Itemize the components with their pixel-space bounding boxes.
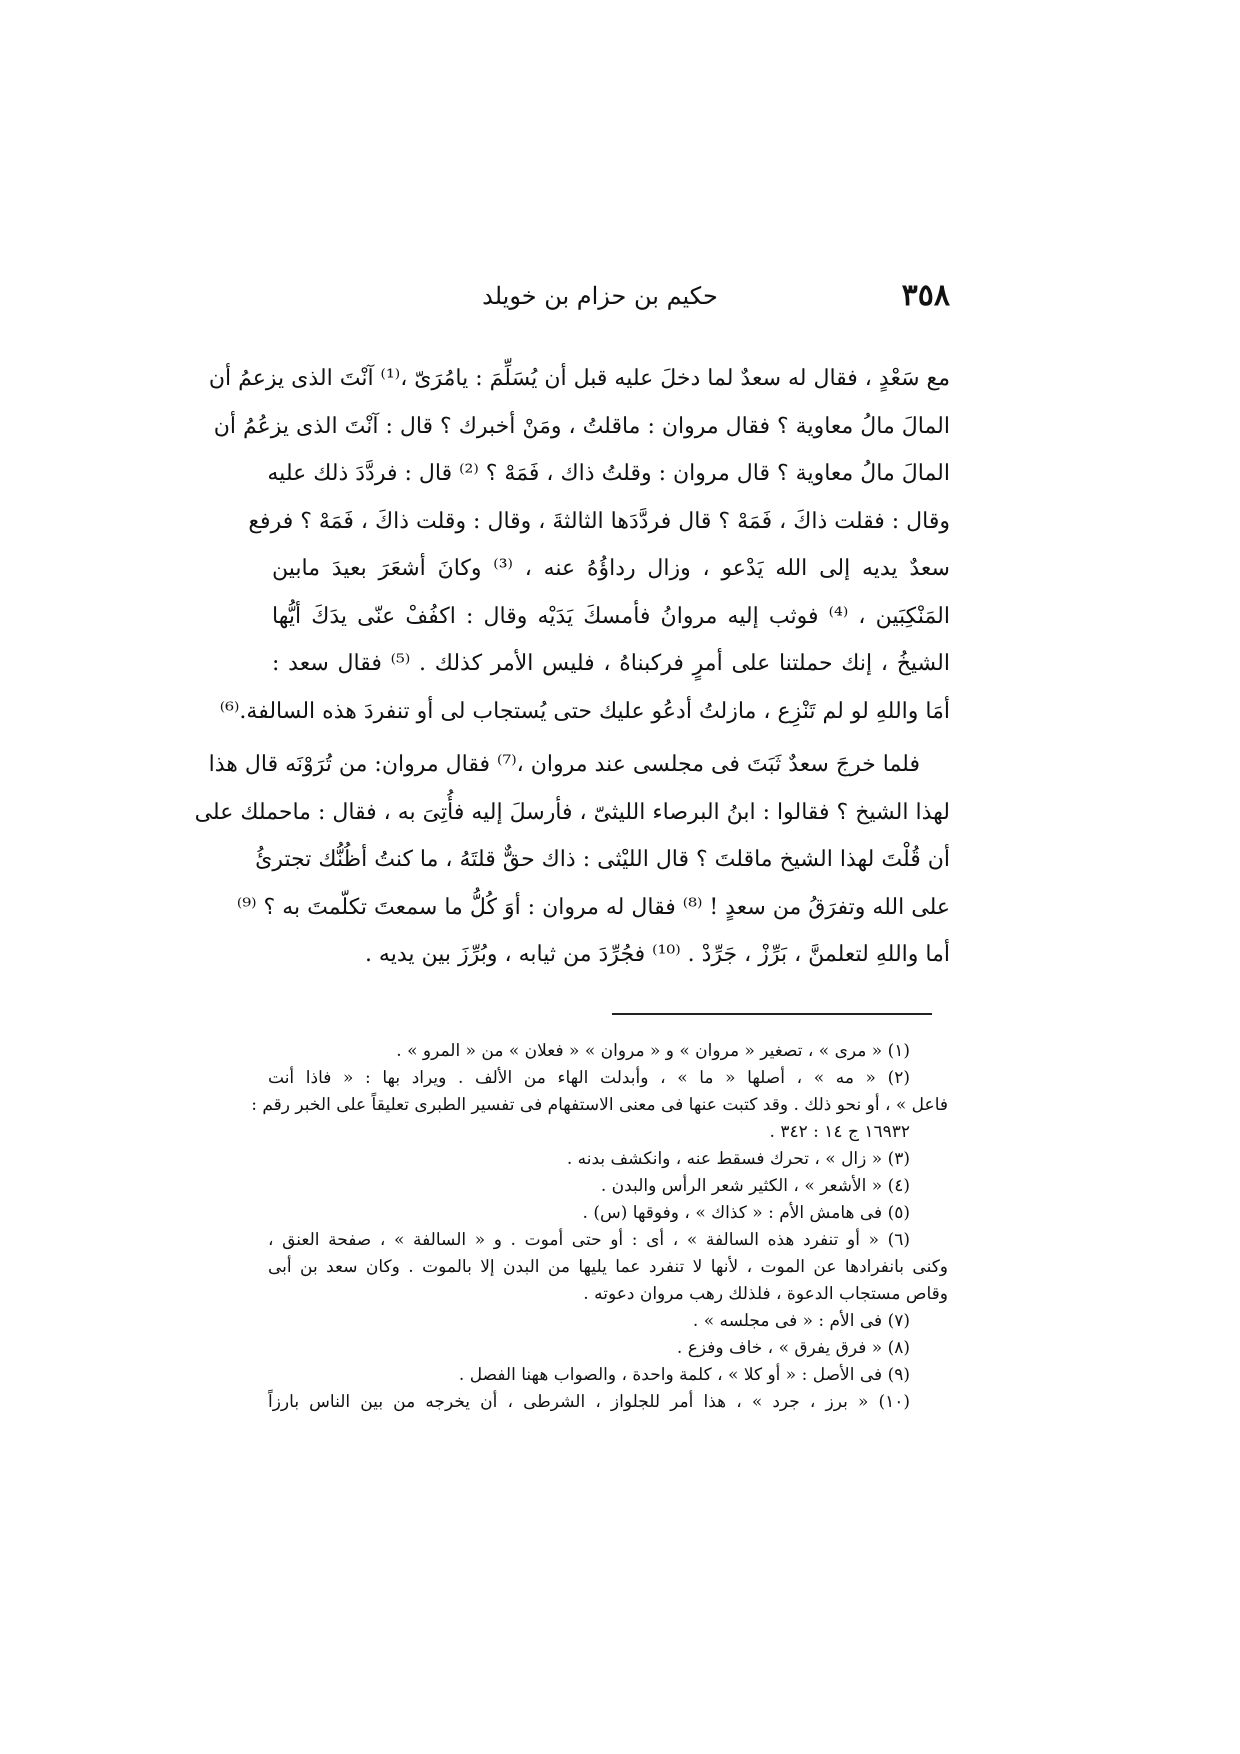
footnote-1: (١) « مرى » ، تصغير « مروان » و « مروان » « فعلان » من « المرو » . [396, 1041, 910, 1061]
footnote-6-cont: وكنى بانفرادها عن الموت ، لأنها لا تنفرد عما يليها من البدن إلا بالموت . وكان سعد بن أبى [268, 1257, 948, 1277]
footnote-6-cont: وقاص مستجاب الدعوة ، فلذلك رهب مروان دعوته . [583, 1284, 948, 1304]
footnote-9: (٩) فى الأصل : « أو كلا » ، كلمة واحدة ، والصواب ههنا الفصل . [458, 1365, 910, 1385]
text-line: سعدٌ يديه إلى الله يَدْعو ، وزال رداؤُهُ عنه ، ⁽³⁾ وكانَ أشعَرَ بعيدَ مابين [272, 556, 950, 581]
paragraph-2 [194, 741, 950, 979]
page-number: ٣٥٨ [901, 278, 950, 313]
page-header [270, 278, 950, 328]
footnote-2: (٢) « مه » ، أصلها « ما » ، وأبدلت الهاء من الألف . ويراد بها : « فاذا أنت [268, 1068, 910, 1088]
running-title: حكيم بن حزام بن خويلد [482, 282, 718, 310]
text-line: المالَ مالُ معاوية ؟ قال مروان : وقلتُ ذاك ، فَمَهْ ؟ ⁽²⁾ قال : فردَّدَ ذلك عليه [267, 461, 950, 486]
text-line: المالَ مالُ معاوية ؟ فقال مروان : ماقلتُ ، ومَنْ أخبرك ؟ قال : آنْتَ الذى يزعُمُ أن [213, 413, 950, 439]
footnote-8: (٨) « فرق يفرق » ، خاف وفزع . [676, 1338, 910, 1358]
footnote-10: (١٠) « برز ، جرد » ، هذا أمر للجلواز ، الشرطى ، أن يخرجه من بين الناس بارزاً [268, 1392, 910, 1412]
text-line: أما واللهِ لتعلمنَّ ، بَرِّزْ ، جَرِّدْ . ⁽¹⁰⁾ فجُرِّدَ من ثيابه ، وبُرِّزَ بين يديه . [364, 942, 950, 967]
text-line: الشيخُ ، إنك حملتنا على أمرٍ فركبناهُ ، فليس الأمر كذلك . ⁽⁵⁾ فقال سعد : [272, 651, 950, 676]
footnotes [251, 1038, 948, 1416]
footnote-5: (٥) فى هامش الأم : « كذاك » ، وفوقها (س) . [582, 1203, 910, 1223]
text-line: أمَا واللهِ لو لم تَنْزِع ، مازلتُ أدعُو عليك حتى يُستجاب لى أو تنفردَ هذه السالفة.⁽⁶⁾ [219, 698, 950, 724]
footnote-2-cont: ١٦٩٣٢ ج ١٤ : ٣٤٢ . [769, 1122, 910, 1142]
footnote-7: (٧) فى الأم : « فى مجلسه » . [692, 1311, 910, 1331]
footnote-3: (٣) « زال » ، تحرك فسقط عنه ، وانكشف بدنه . [566, 1149, 910, 1169]
main-text [194, 355, 950, 985]
footnote-2-cont: فاعل » ، أو نحو ذلك . وقد كتبت عنها فى معنى الاستفهام فى تفسير الطبرى تعليقاً على الخبر رقم : [251, 1095, 948, 1115]
text-line: المَنْكِبَين ، ⁽⁴⁾ فوثب إليه مروانُ فأمسكَ يَدَيْه وقال : اكفُفْ عنّى يدَكَ أيُّها [272, 603, 950, 629]
text-line: وقال : فقلت ذاكَ ، فَمَهْ ؟ قال فردَّدَها الثالثةَ ، وقال : وقلت ذاكَ ، فَمَهْ ؟ فرفع [248, 508, 950, 534]
footnote-4: (٤) « الأشعر » ، الكثير شعر الرأس والبدن . [600, 1176, 910, 1196]
footnote-6: (٦) « أو تنفرد هذه السالفة » ، أى : أو حتى أموت . و « السالفة » ، صفحة العنق ، [268, 1230, 910, 1250]
text-line: على الله وتفرَقُ من سعدٍ ! ⁽⁸⁾ فقال له مروان : أوَ كُلُّ ما سمعتَ تكلّمتَ به ؟ ⁽⁹⁾ [236, 894, 950, 920]
text-line: أن قُلْتَ لهذا الشيخ ماقلتَ ؟ قال الليْثى : ذاك حقٌّ قلتَهُ ، ما كنتُ أظُنُّك تجترئُ [255, 847, 950, 872]
text-line: لهذا الشيخ ؟ فقالوا : ابنُ البرصاء الليثىّ ، فأرسلَ إليه فأُتِىَ به ، فقال : ماحملك على [194, 799, 950, 825]
text-line: فلما خرجَ سعدٌ ثَبَتَ فى مجلسى عند مروان ،⁽⁷⁾ فقال مروان: من تُرَوْنَه قال هذا [208, 752, 920, 777]
text-line: مع سَعْدٍ ، فقال له سعدٌ لما دخلَ عليه قبل أن يُسَلِّمَ : يامُرَىّ ،⁽¹⁾ آنْتَ الذى يزعمُ أن [208, 366, 950, 391]
paragraph-1 [208, 355, 950, 735]
footnote-divider [612, 1013, 932, 1015]
